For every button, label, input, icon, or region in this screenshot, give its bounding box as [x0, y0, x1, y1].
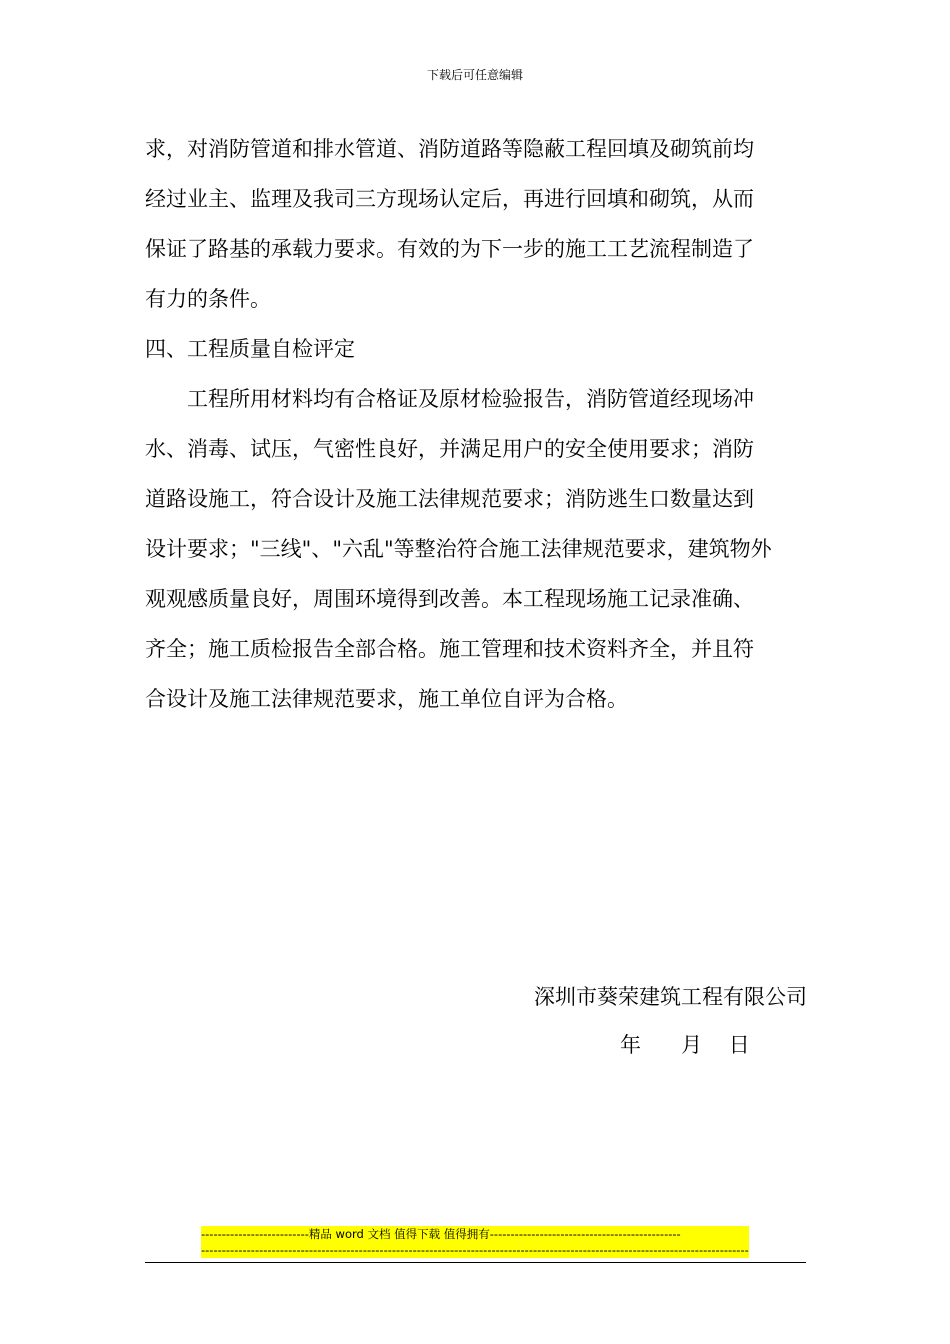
text-line: 齐全；施工质检报告全部合格。施工管理和技术资料齐全，并且符	[145, 637, 754, 661]
text-line: 观观感质量良好，周围环境得到改善。本工程现场施工记录准确、	[145, 587, 754, 611]
section-heading-text: 四、工程质量自检评定	[145, 337, 355, 361]
day-label: 日	[728, 1033, 750, 1057]
text-line: 合设计及施工法律规范要求，施工单位自评为合格。	[145, 687, 628, 711]
year-label: 年	[620, 1033, 641, 1057]
footer-banner	[201, 1226, 749, 1258]
section-heading	[145, 324, 810, 374]
text-line: 水、消毒、试压，气密性良好，并满足用户的安全使用要求；消防	[145, 437, 754, 461]
body-paragraph-continued	[145, 124, 810, 324]
footer-banner-line: ------------------------------------------------------------------------------------------------------------------------------------	[201, 1243, 749, 1257]
month-label: 月	[681, 1033, 703, 1057]
text-line: 经过业主、监理及我司三方现场认定后，再进行回填和砌筑，从而	[145, 187, 754, 211]
text-line: 求，对消防管道和排水管道、消防道路等隐蔽工程回填及砌筑前均	[145, 137, 754, 161]
header-note: 下载后可任意编辑	[426, 68, 523, 82]
body-paragraph-quality	[145, 374, 810, 724]
text-line: 保证了路基的承载力要求。有效的为下一步的施工工艺流程制造了	[145, 237, 754, 261]
signature-date	[620, 1020, 750, 1070]
signature-company: 深圳市葵荣建筑工程有限公司	[534, 985, 807, 1009]
footer-banner-line: --------------------------精品 word 文档 值得下载 值得拥有----------------------------------------------	[201, 1227, 681, 1241]
text-line: 有力的条件。	[145, 287, 271, 311]
text-line: 道路设施工，符合设计及施工法律规范要求；消防逃生口数量达到	[145, 487, 754, 511]
footer-divider	[145, 1262, 806, 1263]
text-line: 工程所用材料均有合格证及原材检验报告，消防管道经现场冲	[187, 387, 754, 411]
text-line: 设计要求；"三线"、"六乱"等整治符合施工法律规范要求，建筑物外	[145, 537, 772, 561]
